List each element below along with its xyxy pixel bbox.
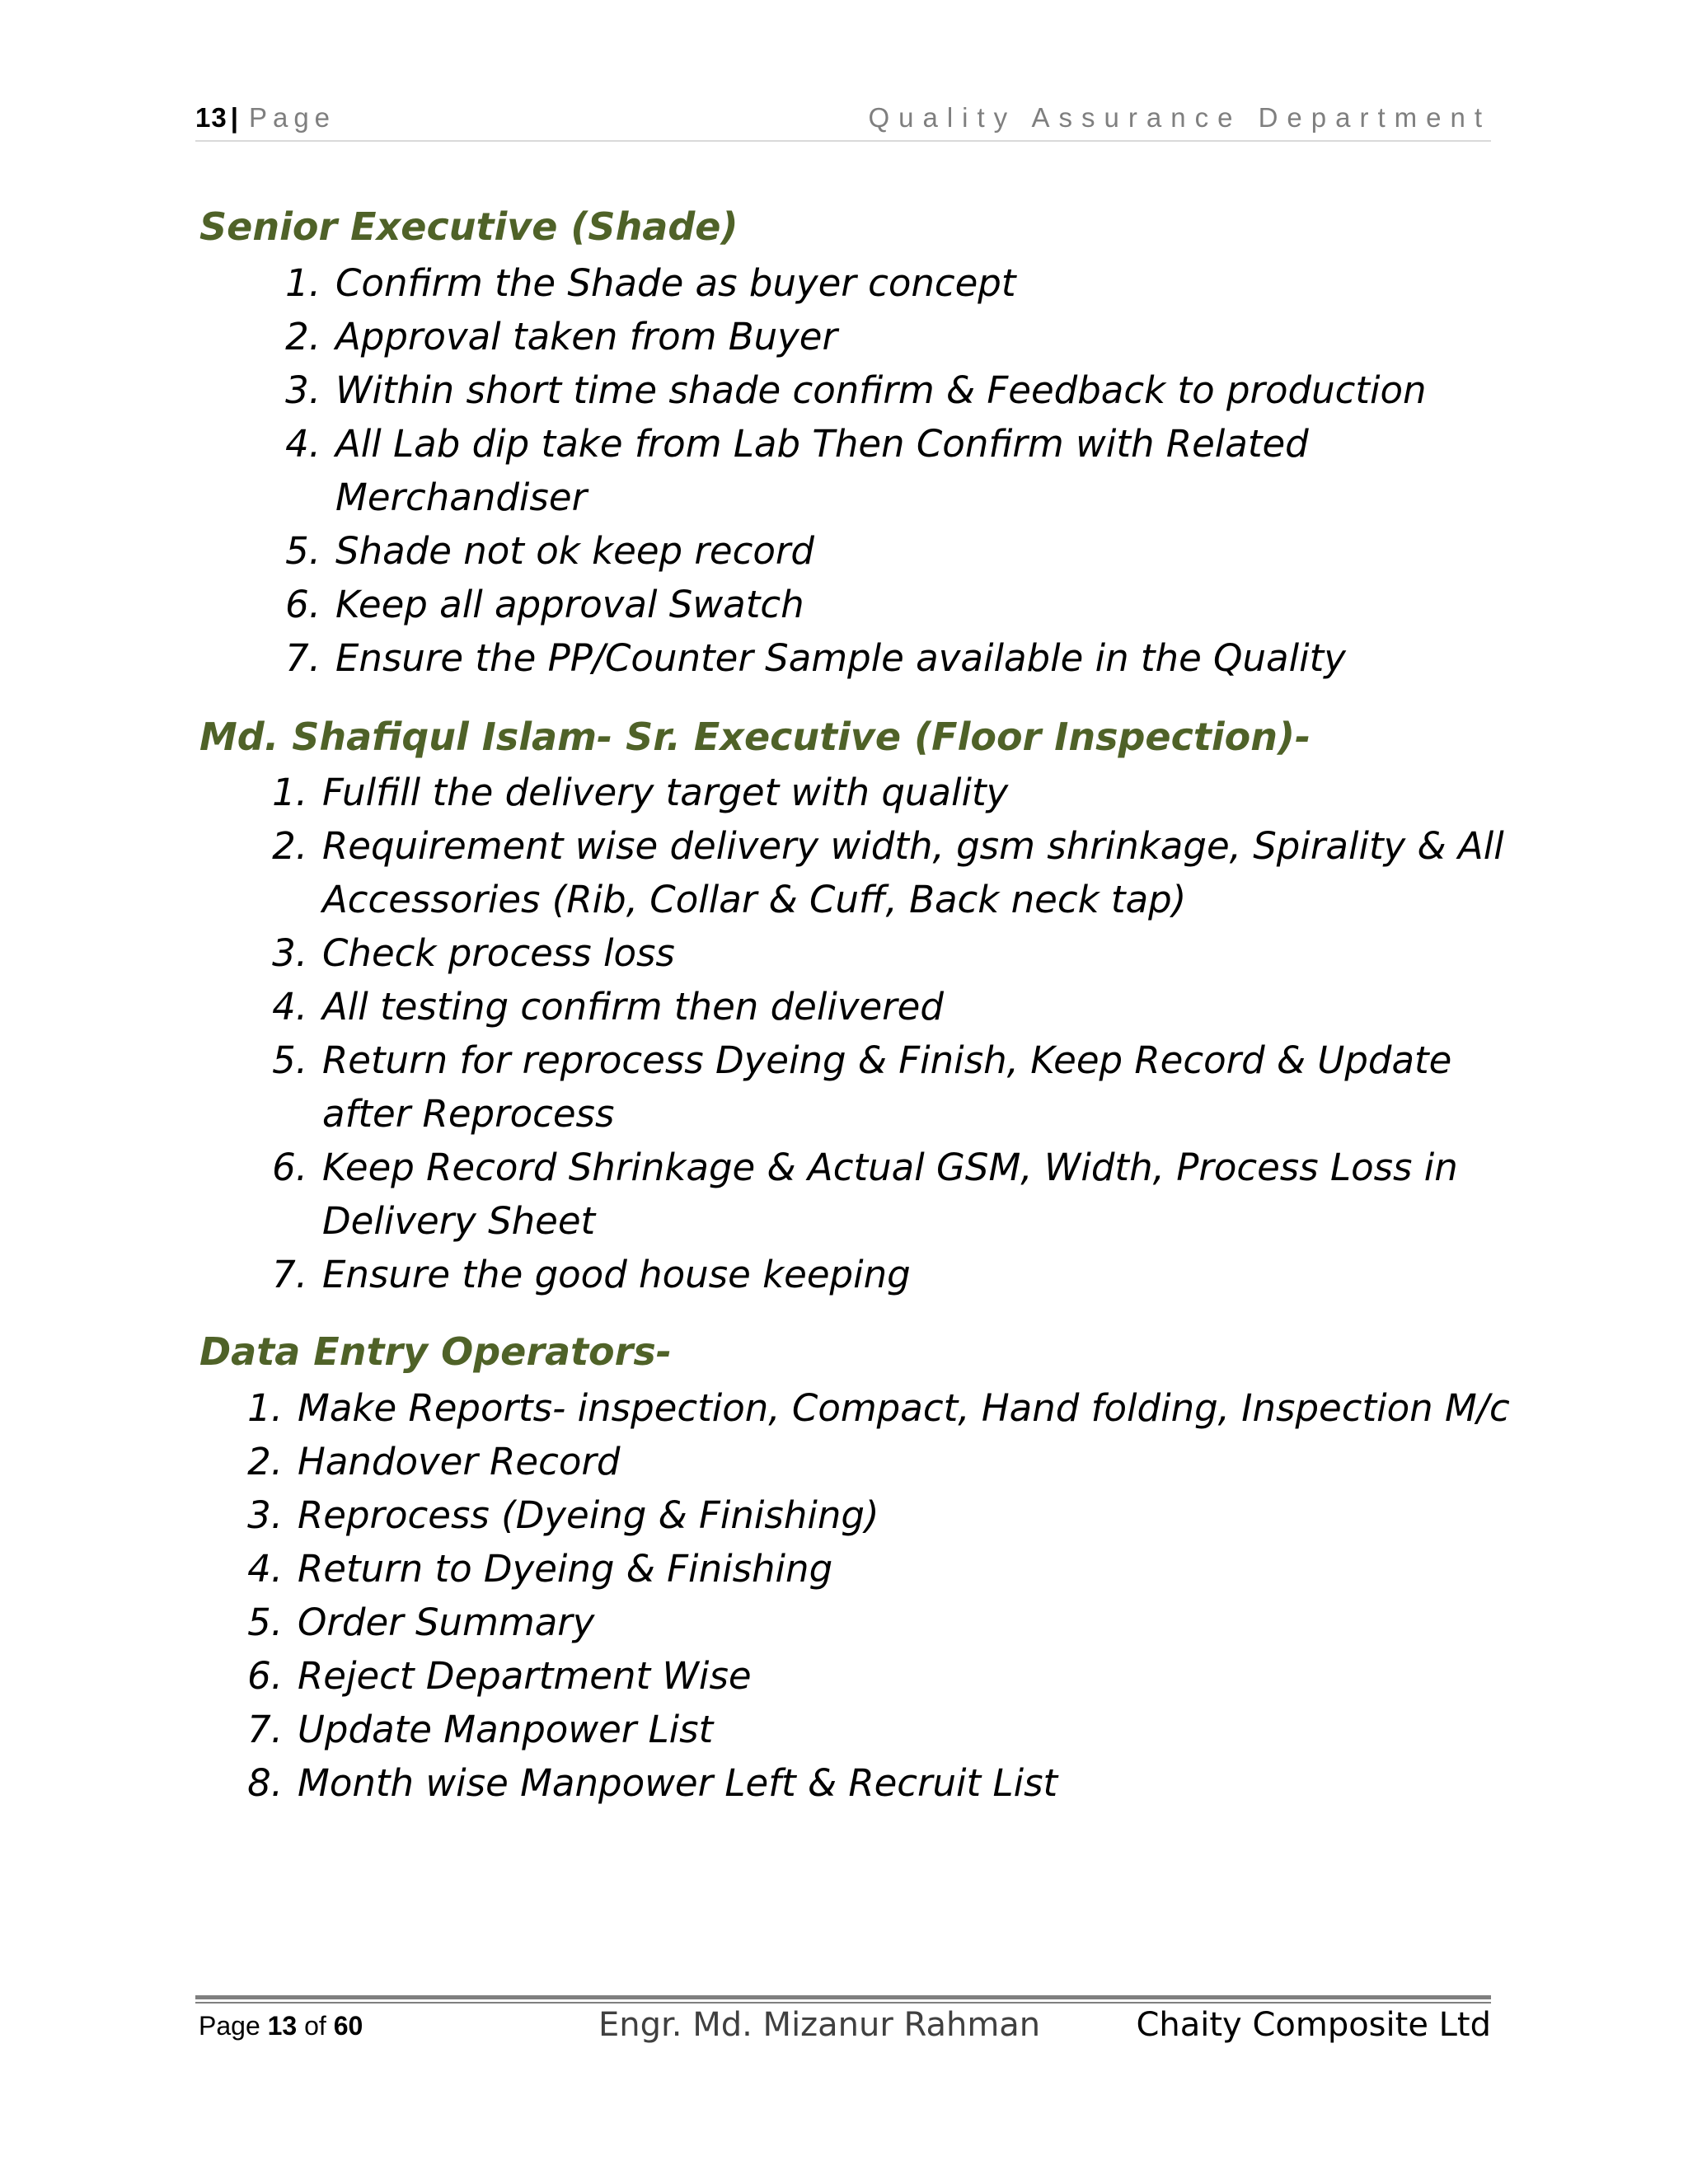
footer-company: Chaity Composite Ltd (1136, 2006, 1491, 2044)
page-header (195, 97, 1491, 142)
list-item-continuation: Merchandiser (335, 476, 588, 519)
list-item: 4. Return to Dyeing & Finishing (247, 1547, 833, 1591)
list-item: 5. Return for reprocess Dyeing & Finish, Keep Record & Update (272, 1038, 1452, 1082)
footer-divider (195, 1995, 1491, 1999)
list-item: 2. Handover Record (247, 1440, 621, 1483)
list-item: 6. Keep Record Shrinkage & Actual GSM, Width, Process Loss in (272, 1146, 1458, 1189)
header-department: Quality Assurance Department (868, 102, 1491, 133)
list-item: 1. Make Reports- inspection, Compact, Hand folding, Inspection M/c (247, 1386, 1510, 1430)
header-page-word: Page (248, 102, 336, 133)
list-item: 3. Within short time shade confirm & Feedback to production (285, 368, 1427, 412)
list-item-continuation: Accessories (Rib, Collar & Cuff, Back neck tap) (322, 878, 1187, 921)
section-title-senior-executive-shade: Senior Executive (Shade) (199, 204, 738, 249)
list-item-continuation: after Reprocess (322, 1092, 615, 1136)
list-item: 7. Ensure the good house keeping (272, 1253, 911, 1296)
list-item: 1. Fulfill the delivery target with quality (272, 771, 1009, 814)
list-item: 6. Reject Department Wise (247, 1654, 752, 1698)
footer-divider-thin (195, 2002, 1491, 2004)
list-item: 2. Approval taken from Buyer (285, 315, 837, 359)
section-title-floor-inspection: Md. Shafiqul Islam- Sr. Executive (Floor Inspection)- (199, 715, 1311, 759)
list-item: 3. Reprocess (Dyeing & Finishing) (247, 1493, 879, 1537)
section-title-data-entry-operators: Data Entry Operators- (199, 1329, 672, 1374)
list-item: 5. Shade not ok keep record (285, 529, 814, 573)
list-item: 7. Ensure the PP/Counter Sample available in the Quality (285, 636, 1346, 680)
header-page-label (195, 102, 335, 134)
list-item: 7. Update Manpower List (247, 1708, 714, 1751)
list-item: 3. Check process loss (272, 931, 675, 975)
list-item: 8. Month wise Manpower Left & Recruit List (247, 1761, 1058, 1805)
list-item: 4. All testing confirm then delivered (272, 985, 944, 1029)
list-item: 6. Keep all approval Swatch (285, 583, 804, 626)
list-item: 2. Requirement wise delivery width, gsm shrinkage, Spirality & All (272, 824, 1504, 868)
footer-author: Engr. Md. Mizanur Rahman (598, 2006, 1041, 2044)
header-separator: | (230, 102, 244, 133)
list-item: 5. Order Summary (247, 1601, 595, 1644)
list-item: 1. Confirm the Shade as buyer concept (285, 261, 1016, 305)
footer-page-count: Page 13 of 60 (199, 2011, 363, 2041)
list-item-continuation: Delivery Sheet (322, 1199, 596, 1243)
header-page-number: 13 (195, 102, 227, 133)
list-item: 4. All Lab dip take from Lab Then Confirm with Related (285, 422, 1309, 466)
